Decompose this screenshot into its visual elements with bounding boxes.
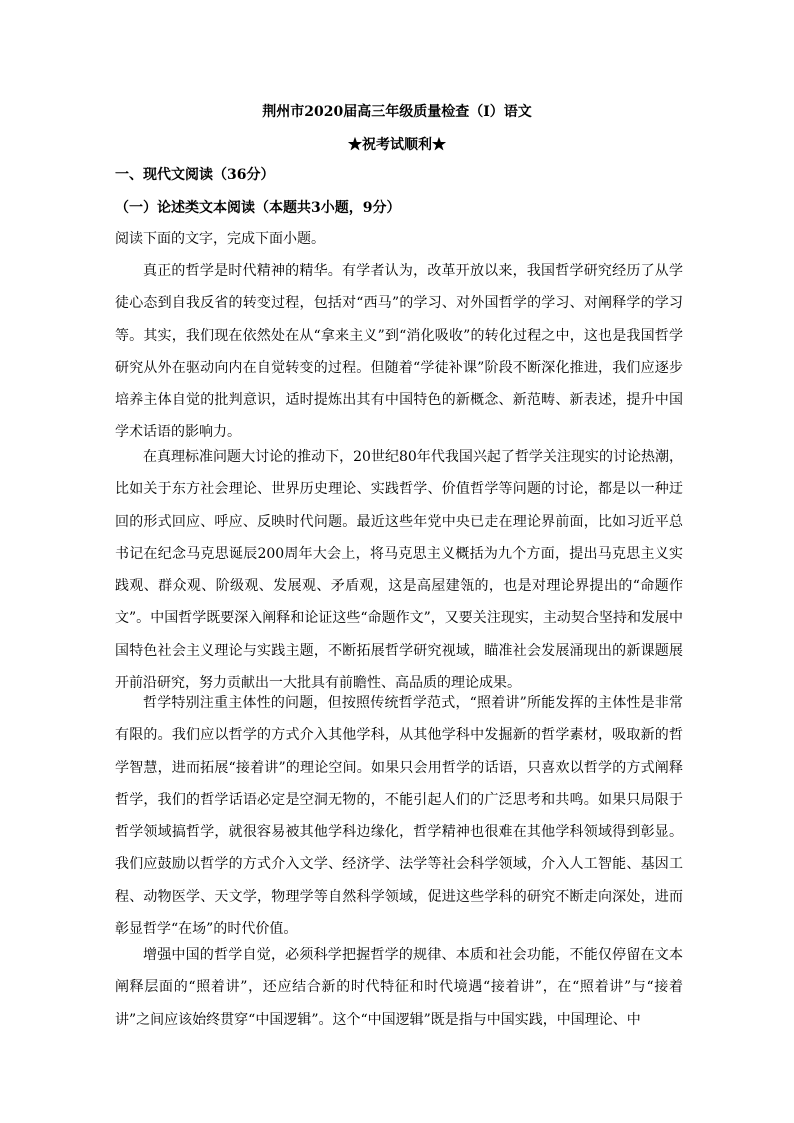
paragraph: 哲学特别注重主体性的问题，但按照传统哲学范式，“照着讲”所能发挥的主体性是非常有限的。我们应以哲学的方式介入其他学科，从其他学科中发掘新的哲学素材，吸取新的哲学智慧，进而拓展“接着讲”的理论空间。如果只会用哲学的话语，只喜欢以哲学的方式阐释哲学，我们的哲学话语必定是空洞无物的，不能引起人们的广泛思考和共鸣。如果只局限于哲学领域搞哲学，就很容易被其他学科边缘化，哲学精神也很难在其他学科领域得到彰显。我们应鼓励以哲学的方式介入文学、经济学、法学等社会科学领域，介入人工智能、基因工程、动物医学、天文学，物理学等自然科学领域，促进这些学科的研究不断走向深处，进而彰显哲学“在场”的时代价值。 — [115, 695, 683, 938]
section-heading: 一、现代文阅读（36分） — [115, 167, 275, 183]
paragraph: 真正的哲学是时代精神的精华。有学者认为，改革开放以来，我国哲学研究经历了从学徒心态到自我反省的转变过程，包括对“西马”的学习、对外国哲学的学习、对阐释学的学习等。其实，我们现在依然处在从“拿来主义”到“消化吸收”的转化过程之中，这也是我国哲学研究从外在驱动向内在自觉转变的过程。但随着“学徒补课”阶段不断深化推进，我们应逐步培养主体自觉的批判意识，适时提炼出其有中国特色的新概念、新范畴、新表述，提升中国学术话语的影响力。 — [115, 263, 683, 441]
instruction-text: 阅读下面的文字，完成下面小题。 — [115, 231, 325, 247]
paragraph: 增强中国的哲学自觉，必须科学把握哲学的规律、本质和社会功能，不能仅停留在文本阐释层面的“照着讲”，还应结合新的时代特征和时代境遇“接着讲”，在“照着讲”与“接着讲”之间应该始终贯穿“中国逻辑”。这个“中国逻辑”既是指与中国实践，中国理论、中 — [115, 947, 683, 1028]
document-title: 荆州市2020届高三年级质量检查（Ⅰ）语文 — [262, 104, 532, 120]
paragraph: 在真理标准问题大讨论的推动下，20世纪80年代我国兴起了哲学关注现实的讨论热潮，比如关于东方社会理论、世界历史理论、实践哲学、价值哲学等问题的讨论，都是以一种迂回的形式回应、呼应、反映时代问题。最近这些年党中央已走在理论界前面，比如习近平总书记在纪念马克思诞辰200周年大会上，将马克思主义概括为九个方面，提出马克思主义实践观、群众观、阶级观、发展观、矛盾观，这是高屋建瓴的，也是对理论界提出的“命题作文”。中国哲学既要深入阐释和论证这些“命题作文”，又要关注现实，主动契合坚持和发展中国特色社会主义理论与实践主题，不断拓展哲学研究视域，瞄准社会发展涌现出的新课题展开前沿研究，努力贡献出一大批具有前瞻性、高品质的理论成果。 — [115, 449, 683, 692]
subsection-heading: （一）论述类文本阅读（本题共3小题，9分） — [115, 200, 401, 216]
document-subtitle: ★祝考试顺利★ — [348, 137, 446, 153]
